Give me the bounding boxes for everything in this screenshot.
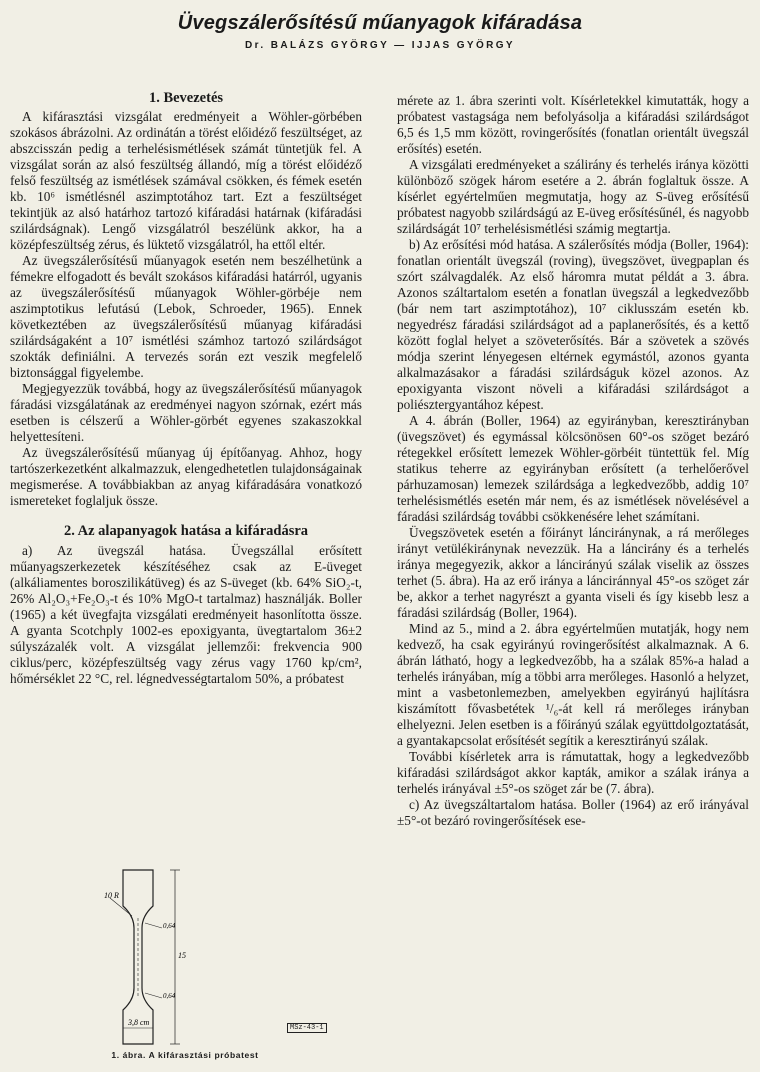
- paragraph: b) Az erősítési mód hatása. A szálerősítés módja (Boller, 1964): fonatlan orientált üvegszál (roving), üvegszövet, üvegpaplan és szórt szálvagdalék. Az első háromra mutat példát a 3. ábra. Azonos száltartalom esetén a fonatlan üvegszál a legkedvezőbb (bár nem tart aszimptotához), 10⁷ ciklusszám esetén kb. negyedrész fáradási szilárdságot ad a paplanerősítés, és a kettő között foglal helyet a szöveterősítés. Bár a szövetek a szövés módja szerint lényegesen eltérnek egymástól, azonos gyanta alkalmazásakor a fáradási szilárdságuk közel azonos. Az epoxigyanta viszont növeli a kifáradási szilárdságot a poliésztergyantához képest.: [397, 237, 749, 412]
- specimen-figure: [90, 858, 350, 1048]
- paragraph: Az üvegszálerősítésű műanyagok esetén nem beszélhetünk a fémekre elfogadott és bevált szokásos kifáradási határról, ugyanis az üvegszálerősítésű műanyagok Wöhler-görbéje nem aszimptotikus lefutású (Lebok, Schroeder, 1965). Ennek következtében az üvegszálerősítésű műanyag kifáradási szilárdságaként a 10⁷ ismétlési számhoz tartozó szilárdságot szokták definiálni. A tervezés során ezt veszik megfelelő biztonsággal figyelembe.: [10, 253, 362, 380]
- article-authors: Dr. BALÁZS GYÖRGY — IJJAS GYÖRGY: [245, 40, 515, 51]
- paragraph: a) Az üvegszál hatása. Üvegszállal erősített műanyagszerkezetek készítéséhez csak az E-üveget (alkáliamentes boroszilikátüveg) és az S-üveget (kb. 64% SiO₂-t, 26% Al₂O₃+Fe₂O₃-t és 10% MgO-t tartalmaz) használják. Boller (1965) a két üvegfajta vizsgálati eredményeit hasonlította össze. A gyanta Scotchply 1002-es epoxigyanta, üvegtartalom 36±2 súlyszázalék volt. A vizsgálat jellemzői: frekvencia 900 ciklus/perc, középfeszültség vagy zérus vagy 1760 kp/cm², hőmérséklet 22 °C, rel. légnedvességtartalom 50%, a próbatest: [10, 543, 362, 686]
- paragraph: Mind az 5., mind a 2. ábra egyértelműen mutatják, hogy nem kedvező, ha csak egyirányú rovingerősítést alkalmaznak. A 6. ábrán látható, hogy a legkedvezőbb, ha a szálak 85%-a halad a terhelés irányában, míg a többi arra merőleges. Hasonló a helyzet, mint a vasbetonlemezben, amelyekben egyirányú hajlításra kiszámított fővasbetétek ¹/₆-át kell rá merőleges irányban elhelyezni. Jelen esetben is a főirányú szálak együttdolgoztatását, a gyantakapcsolat erősítését segítik a keresztirányú szálak.: [397, 621, 749, 748]
- section-heading-introduction: 1. Bevezetés: [148, 90, 224, 106]
- width-label: 3,8 cm: [128, 1018, 150, 1027]
- section-heading-base-materials: 2. Az alapanyagok hatása a kifáradásra: [63, 523, 309, 539]
- paragraph: A kifárasztási vizsgálat eredményeit a Wöhler-görbében szokásos ábrázolni. Az ordinátán a törést előidéző feszültséget, az abszcisszán pedig a terhelésismétlések számát tüntetjük fel. A vizsgálat során az alsó feszültség állandó, míg a törést előidéző felső feszültség az ismétlések számával csökken, és fémek esetén kb. 10⁶ ismétlésnél aszimptotához tart. Ezt a feszültséget tekintjük az alsó határhoz tartozó kifáradási határnak (kifáradási szilárdságnak). Lengő vizsgálatról beszélünk akkor, ha a középfeszültség zérus, és lüktető vizsgálatról, ha ettől eltér.: [10, 109, 362, 252]
- paragraph: Megjegyezzük továbbá, hogy az üvegszálerősítésű műanyagok fáradási vizsgálatának az eredményei nagyon szórnak, ezért más esetben is célszerű a Wöhler-görbét egyenes szakaszokkal helyettesíteni.: [10, 381, 362, 444]
- length-label: 15: [178, 951, 186, 960]
- paragraph: További kísérletek arra is rámutattak, hogy a legkedvezőbb kifáradási szilárdságot akkor kapták, amikor a szálak iránya a terhelés irányával ±5°-os szöget zár be (7. ábra).: [397, 749, 749, 796]
- paragraph: A vizsgálati eredményeket a szálirány és terhelés iránya közötti különböző szögek három esetére a 2. ábrán foglaltuk össze. A kísérlet egyértelműen megmutatja, hogy az S-üveg erősítésű próbatest nagyobb szilárdságú az E-üveg erősítésűnél, és nagyobb szilárdságát 10⁷ terhelésismétlési számig megtartja.: [397, 157, 749, 236]
- thickness-label-top: 0,64: [163, 922, 176, 930]
- article-title: Üvegszálerősítésű műanyagok kifáradása: [177, 12, 583, 34]
- paragraph: mérete az 1. ábra szerinti volt. Kísérletekkel kimutatták, hogy a próbatest vastagsága nem befolyásolja a kifáradási szilárdságot 6,5 és 1,5 mm között, rovingerősítés (fonatlan orientált üvegszál erősítés) esetén.: [397, 93, 749, 156]
- thickness-label-bottom: 0,64: [163, 992, 176, 1000]
- radius-label: 10 R: [104, 891, 119, 900]
- paragraph: Az üvegszálerősítésű műanyag új építőanyag. Ahhoz, hogy tartószerkezetként alkalmazzuk, elengedhetetlen tulajdonságainak megismerése. A továbbiakban az anyag kifáradására vonatkozó ismereteket foglaljuk össze.: [10, 445, 362, 508]
- figure-caption: 1. ábra. A kifárasztási próbatest: [111, 1050, 259, 1060]
- figure-stamp: MSz-43-1: [287, 1023, 327, 1033]
- paragraph: Üvegszövetek esetén a főirányt lánciránynak, a rá merőleges irányt vetülékiránynak nevezzük. Ha a láncirány és a terhelés iránya megegyezik, akkor a láncirányú szálak viselik az összes terhet (5. ábra). Ha az erő iránya a lánciránnyal 45°-os szöget zár be, akkor a terhet nagyrészt a gyanta viseli és így kisebb lesz a fáradási szilárdság (Boller, 1964).: [397, 525, 749, 620]
- paragraph: c) Az üvegszáltartalom hatása. Boller (1964) az erő irányával ±5°-ot bezáró rovingerősítések ese-: [397, 797, 749, 828]
- left-column: [10, 90, 362, 687]
- paragraph: A 4. ábrán (Boller, 1964) az egyirányban, keresztirányban (üvegszövet) és egymással kölcsönösen 60°-os szöget bezáró rétegekkel erősített lemezek Wöhler-görbéit tüntettük fel. Míg statikus teherre az egyirányban erősített (a terhelőerővel párhuzamosan) lemezek szilárdsága a legkedvezőbb, addig 10⁷ terhelésismétlés esetén már nem, és az ismétlések növelésével a fáradási szilárdság további csökkenésére lehet számítani.: [397, 413, 749, 524]
- right-column: [397, 93, 749, 829]
